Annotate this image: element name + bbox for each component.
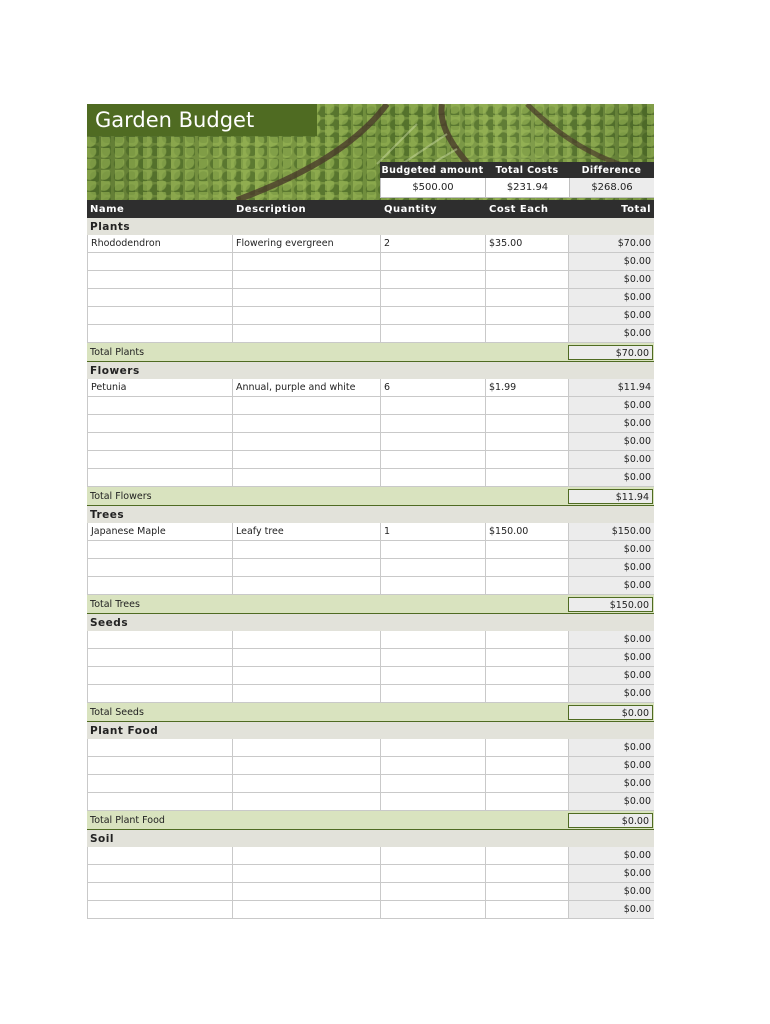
- summary-values: [380, 178, 654, 198]
- table-row: [87, 253, 654, 271]
- budgeted-amount-cell[interactable]: $500.00: [380, 178, 485, 198]
- item-description-cell[interactable]: [233, 289, 381, 307]
- item-name-cell[interactable]: [87, 883, 233, 901]
- section-header[interactable]: Flowers: [87, 362, 654, 379]
- item-name-cell[interactable]: [87, 397, 233, 415]
- column-header-quantity[interactable]: Quantity: [384, 203, 437, 215]
- table-row: [87, 271, 654, 289]
- item-quantity-cell[interactable]: 2: [381, 235, 486, 253]
- item-description-cell[interactable]: [233, 307, 381, 325]
- item-quantity-cell[interactable]: [381, 397, 486, 415]
- column-header-name[interactable]: Name: [90, 203, 125, 215]
- item-total-cell[interactable]: $0.00: [569, 307, 654, 325]
- item-name-cell[interactable]: [87, 685, 233, 703]
- section-header[interactable]: Plants: [87, 218, 654, 235]
- item-quantity-cell[interactable]: 6: [381, 379, 486, 397]
- item-total-cell[interactable]: $0.00: [569, 469, 654, 487]
- section-total-row: [87, 811, 654, 830]
- item-quantity-cell[interactable]: [381, 469, 486, 487]
- item-quantity-cell[interactable]: [381, 559, 486, 577]
- item-quantity-cell[interactable]: [381, 631, 486, 649]
- item-description-cell[interactable]: Flowering evergreen: [233, 235, 381, 253]
- section-header[interactable]: Seeds: [87, 614, 654, 631]
- item-cost-cell[interactable]: $150.00: [486, 523, 569, 541]
- item-total-cell[interactable]: $0.00: [569, 415, 654, 433]
- table-row: [87, 451, 654, 469]
- item-cost-cell[interactable]: [486, 901, 569, 919]
- item-total-cell[interactable]: $0.00: [569, 793, 654, 811]
- section-total-label: Total Trees: [90, 598, 140, 610]
- section-total-label: Total Plant Food: [90, 814, 165, 826]
- table-row: [87, 235, 654, 253]
- table-row: [87, 415, 654, 433]
- item-description-cell[interactable]: [233, 577, 381, 595]
- item-cost-cell[interactable]: [486, 793, 569, 811]
- item-quantity-cell[interactable]: [381, 847, 486, 865]
- item-name-cell[interactable]: [87, 577, 233, 595]
- item-name-cell[interactable]: Rhododendron: [87, 235, 233, 253]
- item-quantity-cell[interactable]: [381, 739, 486, 757]
- item-name-cell[interactable]: [87, 667, 233, 685]
- item-cost-cell[interactable]: [486, 649, 569, 667]
- table-row: [87, 649, 654, 667]
- item-quantity-cell[interactable]: [381, 433, 486, 451]
- item-cost-cell[interactable]: [486, 307, 569, 325]
- item-description-cell[interactable]: [233, 469, 381, 487]
- item-quantity-cell[interactable]: [381, 253, 486, 271]
- item-cost-cell[interactable]: [486, 541, 569, 559]
- item-cost-cell[interactable]: $35.00: [486, 235, 569, 253]
- table-row: [87, 523, 654, 541]
- section-total-row: [87, 595, 654, 614]
- table-row: [87, 577, 654, 595]
- item-description-cell[interactable]: [233, 415, 381, 433]
- item-description-cell[interactable]: [233, 685, 381, 703]
- item-quantity-cell[interactable]: [381, 577, 486, 595]
- budgeted-amount-label: Budgeted amount: [381, 164, 484, 176]
- section-total-value[interactable]: $11.94: [568, 489, 653, 504]
- title-box: [87, 104, 317, 136]
- item-total-cell[interactable]: $0.00: [569, 667, 654, 685]
- section-total-value[interactable]: $0.00: [568, 705, 653, 720]
- item-cost-cell[interactable]: [486, 739, 569, 757]
- item-name-cell[interactable]: [87, 793, 233, 811]
- item-cost-cell[interactable]: [486, 631, 569, 649]
- item-quantity-cell[interactable]: [381, 289, 486, 307]
- page-title: Garden Budget: [95, 108, 255, 132]
- item-name-cell[interactable]: [87, 901, 233, 919]
- section-total-value[interactable]: $0.00: [568, 813, 653, 828]
- item-cost-cell[interactable]: [486, 397, 569, 415]
- item-name-cell[interactable]: [87, 469, 233, 487]
- table-row: [87, 865, 654, 883]
- item-description-cell[interactable]: Leafy tree: [233, 523, 381, 541]
- item-cost-cell[interactable]: [486, 775, 569, 793]
- section-total-value[interactable]: $150.00: [568, 597, 653, 612]
- table-row: [87, 793, 654, 811]
- item-total-cell[interactable]: $0.00: [569, 631, 654, 649]
- item-description-cell[interactable]: [233, 901, 381, 919]
- item-cost-cell[interactable]: [486, 325, 569, 343]
- item-description-cell[interactable]: [233, 253, 381, 271]
- item-quantity-cell[interactable]: [381, 541, 486, 559]
- item-quantity-cell[interactable]: [381, 793, 486, 811]
- item-description-cell[interactable]: [233, 451, 381, 469]
- item-total-cell[interactable]: $150.00: [569, 523, 654, 541]
- table-row: [87, 739, 654, 757]
- table-row: [87, 541, 654, 559]
- item-name-cell[interactable]: [87, 289, 233, 307]
- difference-cell[interactable]: $268.06: [569, 178, 654, 198]
- item-quantity-cell[interactable]: [381, 775, 486, 793]
- item-total-cell[interactable]: $0.00: [569, 685, 654, 703]
- column-header-total[interactable]: Total: [621, 203, 651, 215]
- item-total-cell[interactable]: $0.00: [569, 451, 654, 469]
- item-description-cell[interactable]: [233, 433, 381, 451]
- item-quantity-cell[interactable]: [381, 685, 486, 703]
- item-name-cell[interactable]: [87, 325, 233, 343]
- table-row: [87, 469, 654, 487]
- item-cost-cell[interactable]: $1.99: [486, 379, 569, 397]
- table-row: [87, 685, 654, 703]
- item-cost-cell[interactable]: [486, 271, 569, 289]
- item-quantity-cell[interactable]: [381, 649, 486, 667]
- item-quantity-cell[interactable]: 1: [381, 523, 486, 541]
- item-total-cell[interactable]: $70.00: [569, 235, 654, 253]
- item-cost-cell[interactable]: [486, 667, 569, 685]
- table-row: [87, 667, 654, 685]
- item-description-cell[interactable]: [233, 757, 381, 775]
- difference-label: Difference: [581, 164, 642, 176]
- item-total-cell[interactable]: $0.00: [569, 757, 654, 775]
- section-total-label: Total Flowers: [90, 490, 152, 502]
- item-cost-cell[interactable]: [486, 559, 569, 577]
- item-cost-cell[interactable]: [486, 451, 569, 469]
- table-row: [87, 775, 654, 793]
- item-total-cell[interactable]: $0.00: [569, 253, 654, 271]
- item-description-cell[interactable]: [233, 631, 381, 649]
- item-description-cell[interactable]: [233, 649, 381, 667]
- section-header[interactable]: Plant Food: [87, 722, 654, 739]
- table-row: [87, 631, 654, 649]
- item-name-cell[interactable]: [87, 307, 233, 325]
- item-name-cell[interactable]: [87, 847, 233, 865]
- item-name-cell[interactable]: Japanese Maple: [87, 523, 233, 541]
- item-total-cell[interactable]: $0.00: [569, 271, 654, 289]
- item-quantity-cell[interactable]: [381, 415, 486, 433]
- item-total-cell[interactable]: $0.00: [569, 289, 654, 307]
- item-quantity-cell[interactable]: [381, 451, 486, 469]
- item-cost-cell[interactable]: [486, 757, 569, 775]
- item-total-cell[interactable]: $0.00: [569, 865, 654, 883]
- item-total-cell[interactable]: $0.00: [569, 901, 654, 919]
- section-total-label: Total Plants: [90, 346, 145, 358]
- item-cost-cell[interactable]: [486, 289, 569, 307]
- item-description-cell[interactable]: [233, 271, 381, 289]
- item-cost-cell[interactable]: [486, 847, 569, 865]
- item-total-cell[interactable]: $0.00: [569, 433, 654, 451]
- item-description-cell[interactable]: [233, 397, 381, 415]
- item-total-cell[interactable]: $0.00: [569, 559, 654, 577]
- item-quantity-cell[interactable]: [381, 307, 486, 325]
- item-total-cell[interactable]: $0.00: [569, 325, 654, 343]
- item-name-cell[interactable]: [87, 451, 233, 469]
- item-name-cell[interactable]: [87, 775, 233, 793]
- item-total-cell[interactable]: $0.00: [569, 775, 654, 793]
- item-name-cell[interactable]: [87, 631, 233, 649]
- item-cost-cell[interactable]: [486, 469, 569, 487]
- item-name-cell[interactable]: Petunia: [87, 379, 233, 397]
- item-cost-cell[interactable]: [486, 253, 569, 271]
- table-row: [87, 901, 654, 919]
- item-quantity-cell[interactable]: [381, 667, 486, 685]
- section-total-row: [87, 343, 654, 362]
- section-total-row: [87, 487, 654, 506]
- item-quantity-cell[interactable]: [381, 271, 486, 289]
- item-total-cell[interactable]: $0.00: [569, 739, 654, 757]
- section-total-label: Total Seeds: [90, 706, 144, 718]
- item-cost-cell[interactable]: [486, 433, 569, 451]
- item-quantity-cell[interactable]: [381, 757, 486, 775]
- table-row: [87, 757, 654, 775]
- header-banner: [87, 104, 654, 200]
- item-description-cell[interactable]: [233, 847, 381, 865]
- item-name-cell[interactable]: [87, 757, 233, 775]
- table-row: [87, 307, 654, 325]
- total-costs-cell[interactable]: $231.94: [485, 178, 569, 198]
- item-name-cell[interactable]: [87, 559, 233, 577]
- item-description-cell[interactable]: [233, 793, 381, 811]
- summary-header: [380, 162, 654, 178]
- item-quantity-cell[interactable]: [381, 901, 486, 919]
- item-description-cell[interactable]: [233, 883, 381, 901]
- item-cost-cell[interactable]: [486, 685, 569, 703]
- column-header-row: [87, 200, 654, 218]
- item-name-cell[interactable]: [87, 253, 233, 271]
- item-cost-cell[interactable]: [486, 865, 569, 883]
- item-quantity-cell[interactable]: [381, 325, 486, 343]
- item-description-cell[interactable]: Annual, purple and white: [233, 379, 381, 397]
- item-total-cell[interactable]: $11.94: [569, 379, 654, 397]
- column-header-description[interactable]: Description: [236, 203, 307, 215]
- item-name-cell[interactable]: [87, 865, 233, 883]
- table-row: [87, 883, 654, 901]
- item-description-cell[interactable]: [233, 775, 381, 793]
- item-name-cell[interactable]: [87, 541, 233, 559]
- table-row: [87, 289, 654, 307]
- item-total-cell[interactable]: $0.00: [569, 541, 654, 559]
- item-name-cell[interactable]: [87, 433, 233, 451]
- item-description-cell[interactable]: [233, 559, 381, 577]
- item-description-cell[interactable]: [233, 865, 381, 883]
- item-description-cell[interactable]: [233, 325, 381, 343]
- item-total-cell[interactable]: $0.00: [569, 847, 654, 865]
- item-cost-cell[interactable]: [486, 415, 569, 433]
- table-row: [87, 397, 654, 415]
- table-row: [87, 379, 654, 397]
- item-name-cell[interactable]: [87, 739, 233, 757]
- table-row: [87, 433, 654, 451]
- item-cost-cell[interactable]: [486, 883, 569, 901]
- section-total-row: [87, 703, 654, 722]
- item-quantity-cell[interactable]: [381, 883, 486, 901]
- table-row: [87, 559, 654, 577]
- item-description-cell[interactable]: [233, 739, 381, 757]
- total-costs-label: Total Costs: [495, 164, 559, 176]
- item-description-cell[interactable]: [233, 541, 381, 559]
- item-cost-cell[interactable]: [486, 577, 569, 595]
- column-header-cost-each[interactable]: Cost Each: [489, 203, 549, 215]
- item-description-cell[interactable]: [233, 667, 381, 685]
- item-name-cell[interactable]: [87, 415, 233, 433]
- item-quantity-cell[interactable]: [381, 865, 486, 883]
- table-row: [87, 325, 654, 343]
- item-total-cell[interactable]: $0.00: [569, 577, 654, 595]
- item-name-cell[interactable]: [87, 271, 233, 289]
- section-header[interactable]: Trees: [87, 506, 654, 523]
- budget-sheet: [87, 104, 654, 919]
- table-row: [87, 847, 654, 865]
- item-total-cell[interactable]: $0.00: [569, 397, 654, 415]
- section-total-value[interactable]: $70.00: [568, 345, 653, 360]
- item-total-cell[interactable]: $0.00: [569, 649, 654, 667]
- budget-sections: [87, 218, 654, 919]
- item-total-cell[interactable]: $0.00: [569, 883, 654, 901]
- item-name-cell[interactable]: [87, 649, 233, 667]
- section-header[interactable]: Soil: [87, 830, 654, 847]
